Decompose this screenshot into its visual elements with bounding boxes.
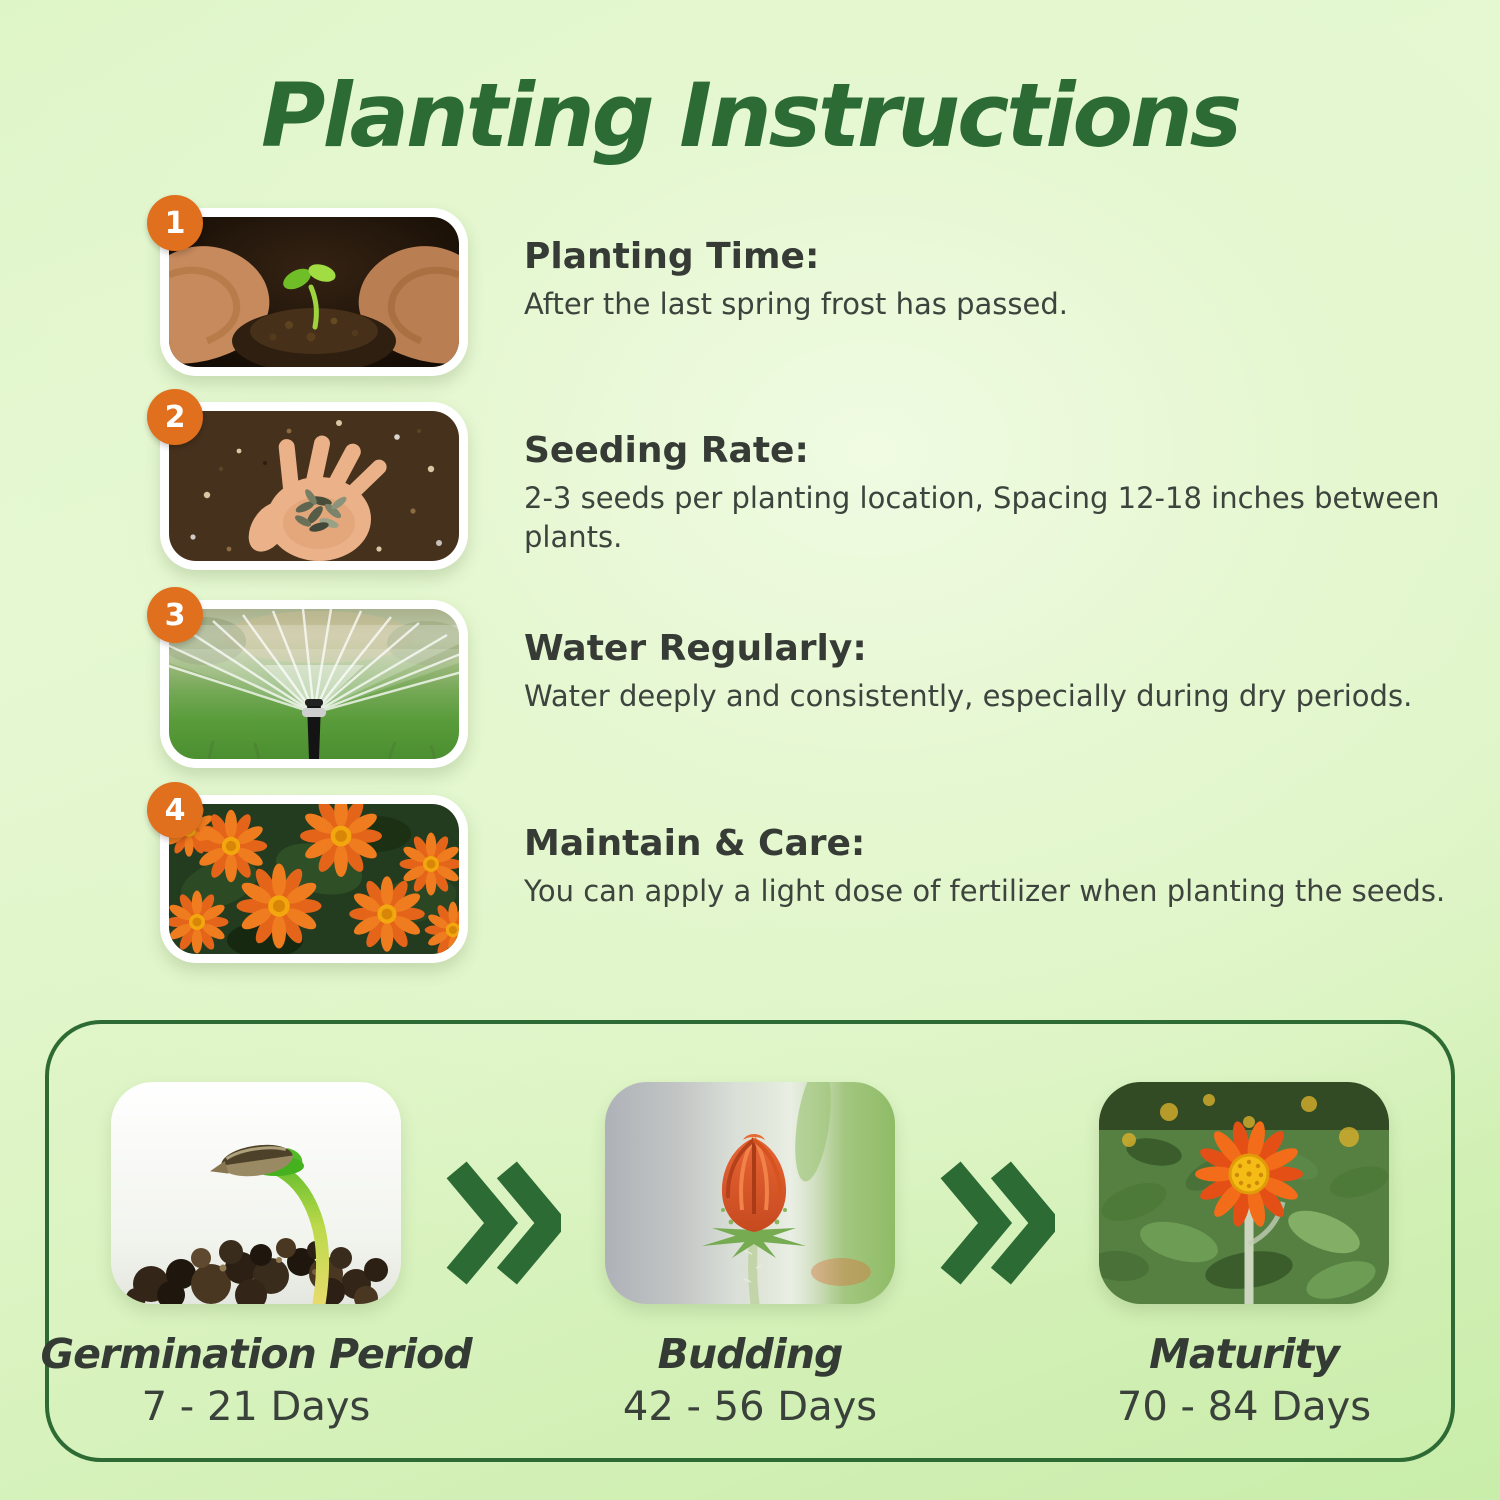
- stage-maturity-label: Maturity: [1149, 1330, 1339, 1378]
- page-title: Planting Instructions: [261, 64, 1239, 167]
- step-3-image-card: [160, 597, 468, 768]
- orange-flowers-blooming-photo: [169, 804, 459, 954]
- step-2-image-card: [160, 399, 468, 570]
- step-2-number-badge: 2: [147, 389, 203, 445]
- stage-germination-label: Germination Period: [40, 1330, 472, 1378]
- sprinkler-watering-lawn-photo: [169, 609, 459, 759]
- stage-budding-duration: 42 - 56 Days: [622, 1384, 878, 1430]
- step-1-text: [468, 208, 1498, 376]
- step-4-body: You can apply a light dose of fertilizer when planting the seeds.: [524, 874, 1446, 908]
- stage-maturity: [1089, 1024, 1399, 1430]
- stage-budding: [595, 1024, 905, 1430]
- growth-timeline-panel: [40, 1020, 1455, 1462]
- step-1-heading: Planting Time:: [524, 236, 820, 277]
- step-3-text: [468, 600, 1498, 768]
- step-1-body: After the last spring frost has passed.: [524, 287, 1068, 321]
- stage-budding-label: Budding: [657, 1330, 843, 1378]
- step-1-number-badge: 1: [147, 195, 203, 251]
- step-3-number-badge: 3: [147, 587, 203, 643]
- step-2-heading: Seeding Rate:: [524, 430, 809, 471]
- step-1-image-card: [160, 205, 468, 376]
- hands-cupping-soil-with-sprout-photo: [169, 217, 459, 367]
- hand-holding-seeds-over-soil-photo: [169, 411, 459, 561]
- step-4-number-badge: 4: [147, 782, 203, 838]
- step-4-heading: Maintain & Care:: [524, 823, 866, 864]
- step-2-text: [468, 402, 1498, 570]
- step-row-2: [160, 399, 1498, 570]
- mature-orange-flower-photo: [1099, 1082, 1389, 1304]
- step-row-3: [160, 597, 1498, 768]
- orange-flower-bud-photo: [605, 1082, 895, 1304]
- double-chevron-right-icon: [445, 1160, 561, 1290]
- step-2-body: 2-3 seeds per planting location, Spacing 12-18 inches between plants.: [524, 481, 1440, 555]
- step-4-text: [468, 795, 1498, 963]
- sprouting-seedling-photo: [111, 1082, 401, 1304]
- double-chevron-right-icon: [939, 1160, 1055, 1290]
- step-3-heading: Water Regularly:: [524, 628, 867, 669]
- step-row-4: [160, 792, 1498, 963]
- stage-germination-duration: 7 - 21 Days: [141, 1384, 371, 1430]
- stage-maturity-duration: 70 - 84 Days: [1116, 1384, 1372, 1430]
- step-4-image-card: [160, 792, 468, 963]
- step-row-1: [160, 205, 1498, 376]
- step-3-body: Water deeply and consistently, especially during dry periods.: [524, 679, 1413, 713]
- stage-germination: [40, 1024, 472, 1430]
